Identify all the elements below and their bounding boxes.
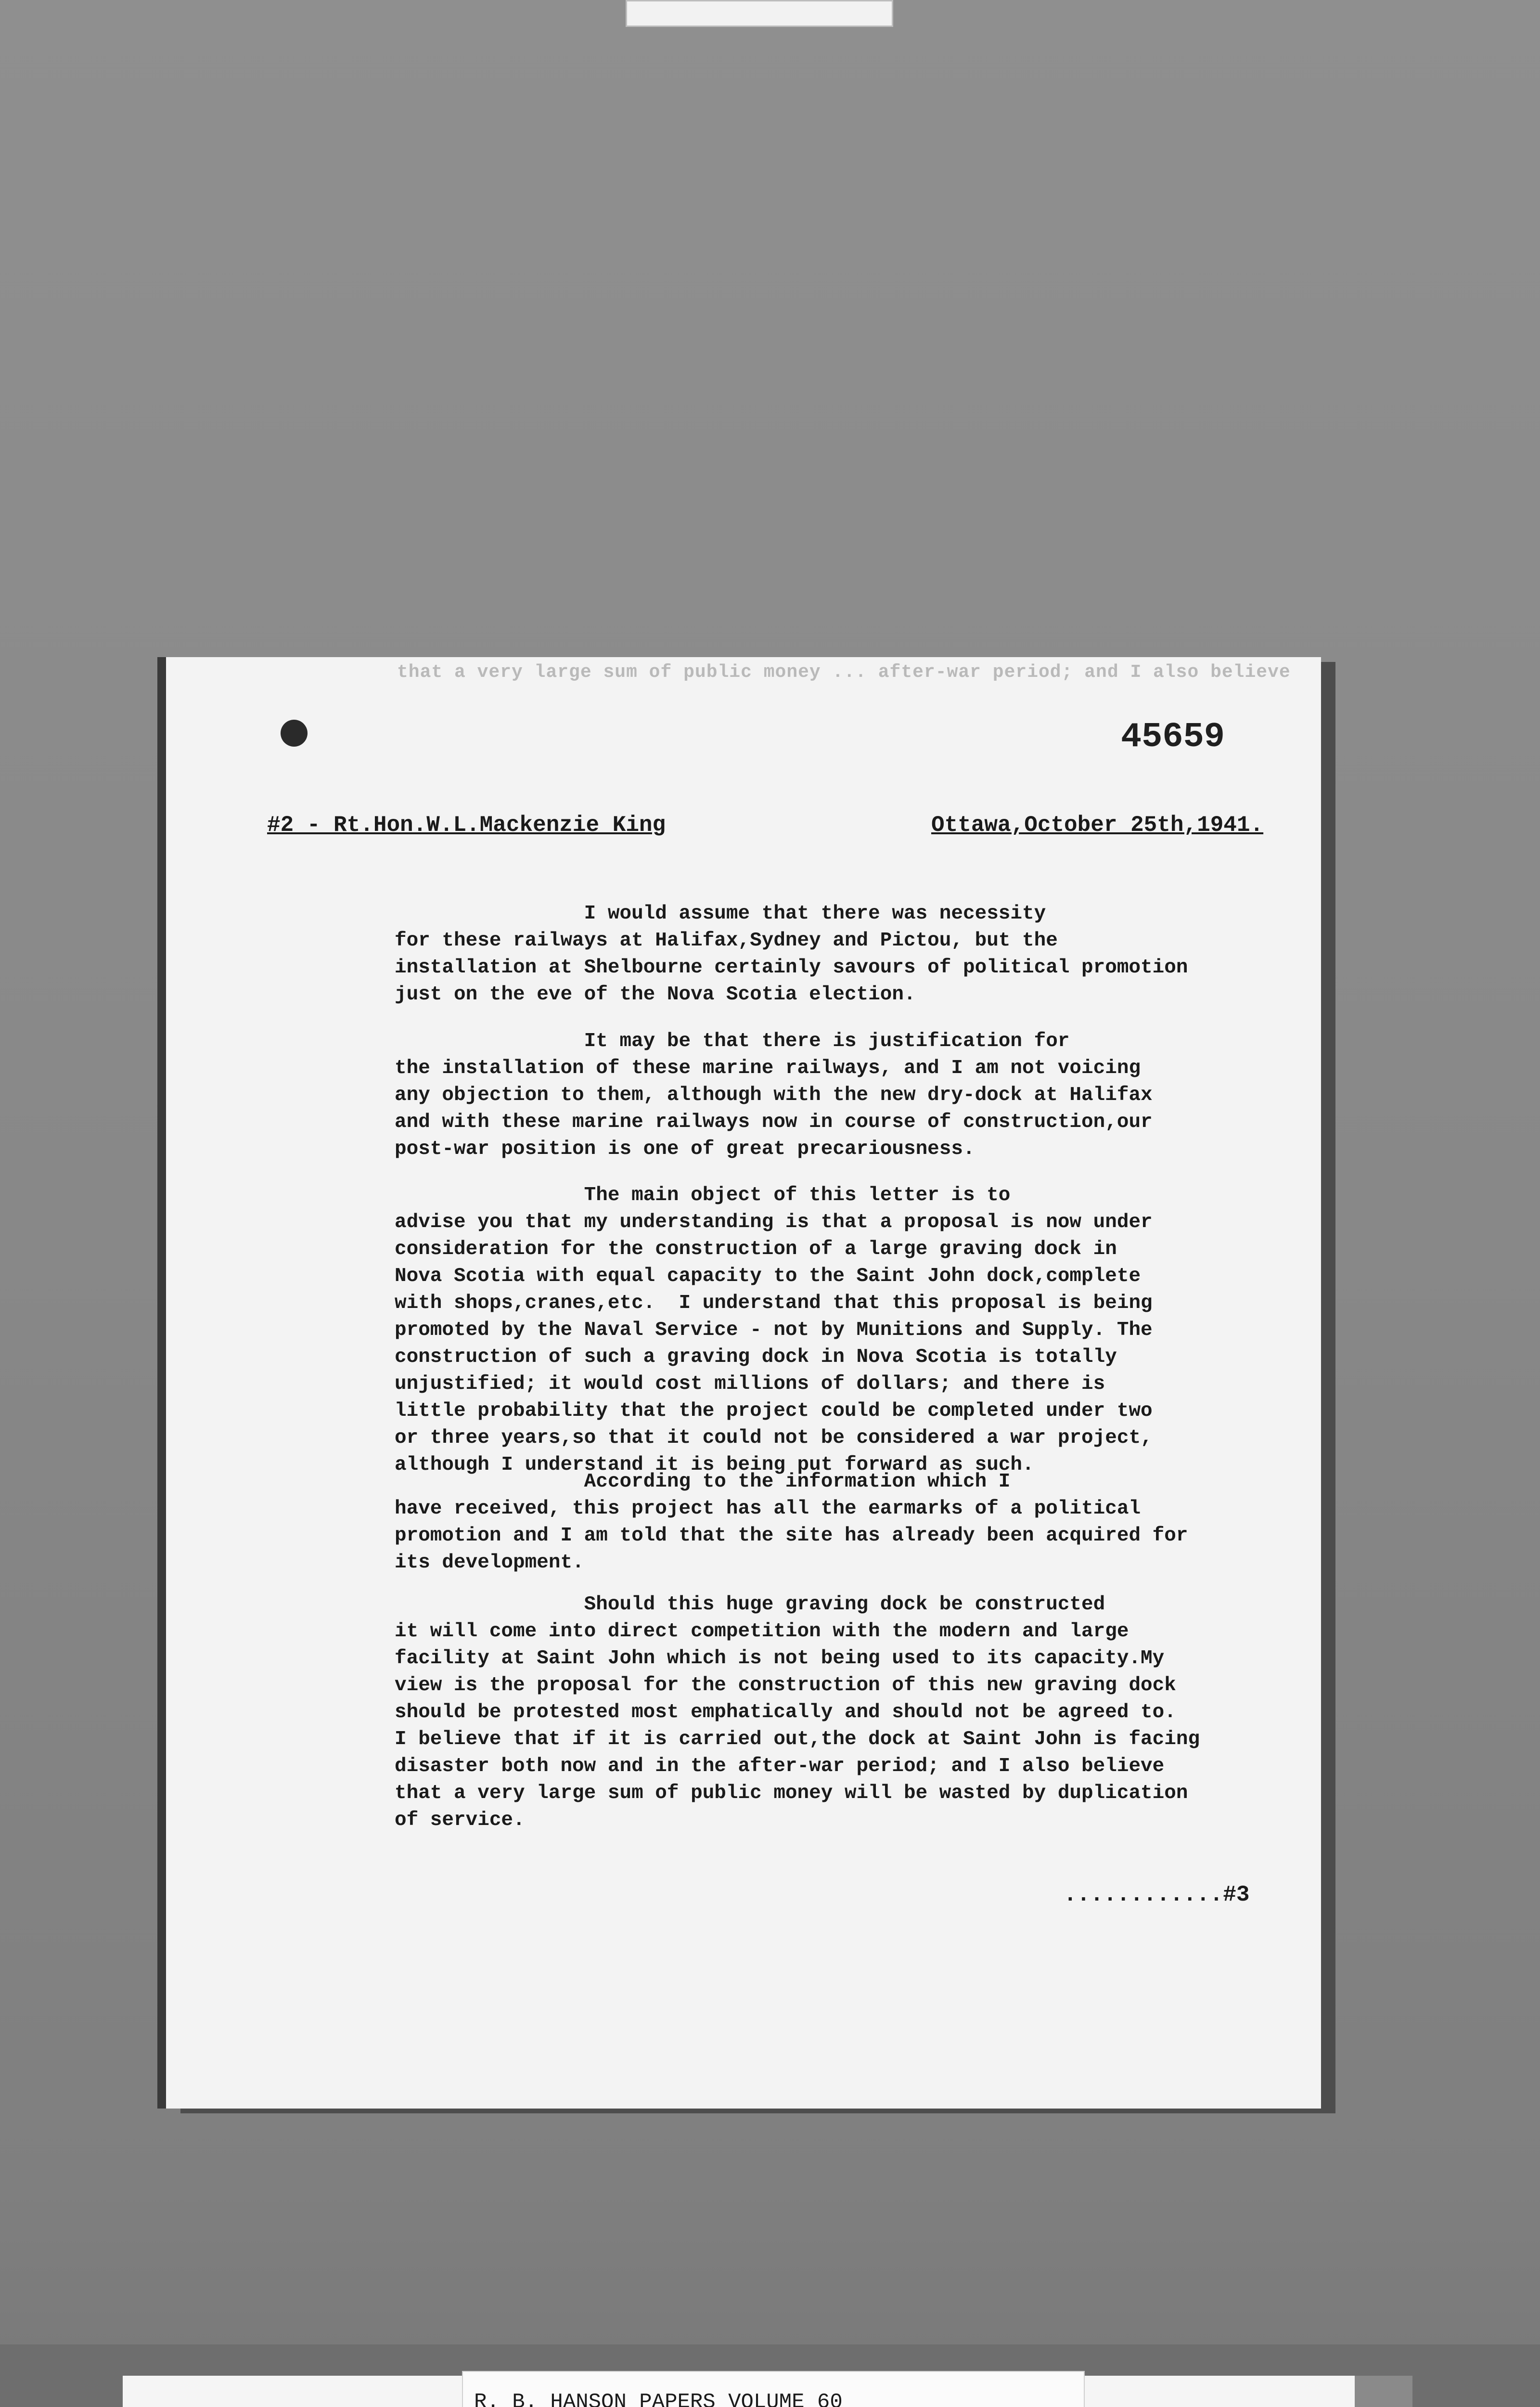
paragraph-1 bbox=[395, 900, 1319, 1008]
text-line: advise you that my understanding is that a proposal is now under bbox=[395, 1211, 1153, 1233]
text-line: little probability that the project could be completed under two bbox=[395, 1400, 1153, 1422]
text-line: I would assume that there was necessity bbox=[395, 903, 1046, 925]
text-line: construction of such a graving dock in Nova Scotia is totally bbox=[395, 1346, 1117, 1368]
paragraph-3 bbox=[395, 1182, 1319, 1478]
paragraph-5 bbox=[395, 1591, 1319, 1834]
top-mount-tab bbox=[626, 0, 893, 27]
text-line: Nova Scotia with equal capacity to the Saint John dock,complete bbox=[395, 1265, 1141, 1287]
text-line: I believe that if it is carried out,the dock at Saint John is facing bbox=[395, 1728, 1200, 1750]
text-line: with shops,cranes,etc. I understand that this proposal is being bbox=[395, 1292, 1153, 1314]
document-number: 45659 bbox=[1120, 717, 1225, 757]
text-line: although I understand it is being put forward as such. bbox=[395, 1454, 1034, 1476]
text-line: consideration for the construction of a large graving dock in bbox=[395, 1238, 1117, 1260]
text-line: unjustified; it would cost millions of dollars; and there is bbox=[395, 1373, 1105, 1395]
text-line: the installation of these marine railways, and I am not voicing bbox=[395, 1057, 1141, 1079]
punch-hole bbox=[281, 720, 308, 747]
text-line: disaster both now and in the after-war period; and I also believe bbox=[395, 1755, 1165, 1777]
text-line: its development. bbox=[395, 1552, 584, 1574]
text-line: post-war position is one of great precariousness. bbox=[395, 1138, 975, 1160]
text-line: that a very large sum of public money will be wasted by duplication bbox=[395, 1782, 1188, 1804]
bleed-through-text: that a very large sum of public money ... after-war period; and I also believe bbox=[397, 662, 1291, 683]
text-line: The main object of this letter is to bbox=[395, 1184, 1011, 1206]
text-line: should be protested most emphatically and should not be agreed to. bbox=[395, 1701, 1176, 1723]
text-line: installation at Shelbourne certainly savours of political promotion bbox=[395, 957, 1188, 979]
recipient-header: #2 - Rt.Hon.W.L.Mackenzie King bbox=[267, 813, 666, 838]
paragraph-4 bbox=[395, 1468, 1319, 1576]
text-line: view is the proposal for the construction of this new graving dock bbox=[395, 1674, 1176, 1696]
text-line: any objection to them, although with the new dry-dock at Halifax bbox=[395, 1084, 1153, 1106]
date-header: Ottawa,October 25th,1941. bbox=[931, 813, 1264, 838]
text-line: have received, this project has all the earmarks of a political bbox=[395, 1498, 1141, 1520]
text-line: just on the eve of the Nova Scotia election. bbox=[395, 984, 916, 1006]
text-line: for these railways at Halifax,Sydney and Pictou, but the bbox=[395, 930, 1058, 952]
text-line: and with these marine railways now in course of construction,our bbox=[395, 1111, 1153, 1133]
text-line: or three years,so that it could not be considered a war project, bbox=[395, 1427, 1153, 1449]
text-line: According to the information which I bbox=[395, 1471, 1011, 1493]
volume-label: R. B. HANSON PAPERS VOLUME 60 bbox=[474, 2390, 843, 2407]
text-line: of service. bbox=[395, 1809, 525, 1831]
text-line: it will come into direct competition with the modern and large bbox=[395, 1620, 1129, 1643]
text-line: promoted by the Naval Service - not by Munitions and Supply. The bbox=[395, 1319, 1153, 1341]
paragraph-2 bbox=[395, 1028, 1319, 1163]
text-line: facility at Saint John which is not being used to its capacity.My bbox=[395, 1647, 1165, 1669]
continuation-marker: ............#3 bbox=[1064, 1882, 1250, 1907]
text-line: It may be that there is justification for bbox=[395, 1030, 1070, 1052]
text-line: Should this huge graving dock be constructed bbox=[395, 1593, 1105, 1616]
letter-page bbox=[166, 657, 1321, 2109]
text-line: promotion and I am told that the site has already been acquired for bbox=[395, 1525, 1188, 1547]
